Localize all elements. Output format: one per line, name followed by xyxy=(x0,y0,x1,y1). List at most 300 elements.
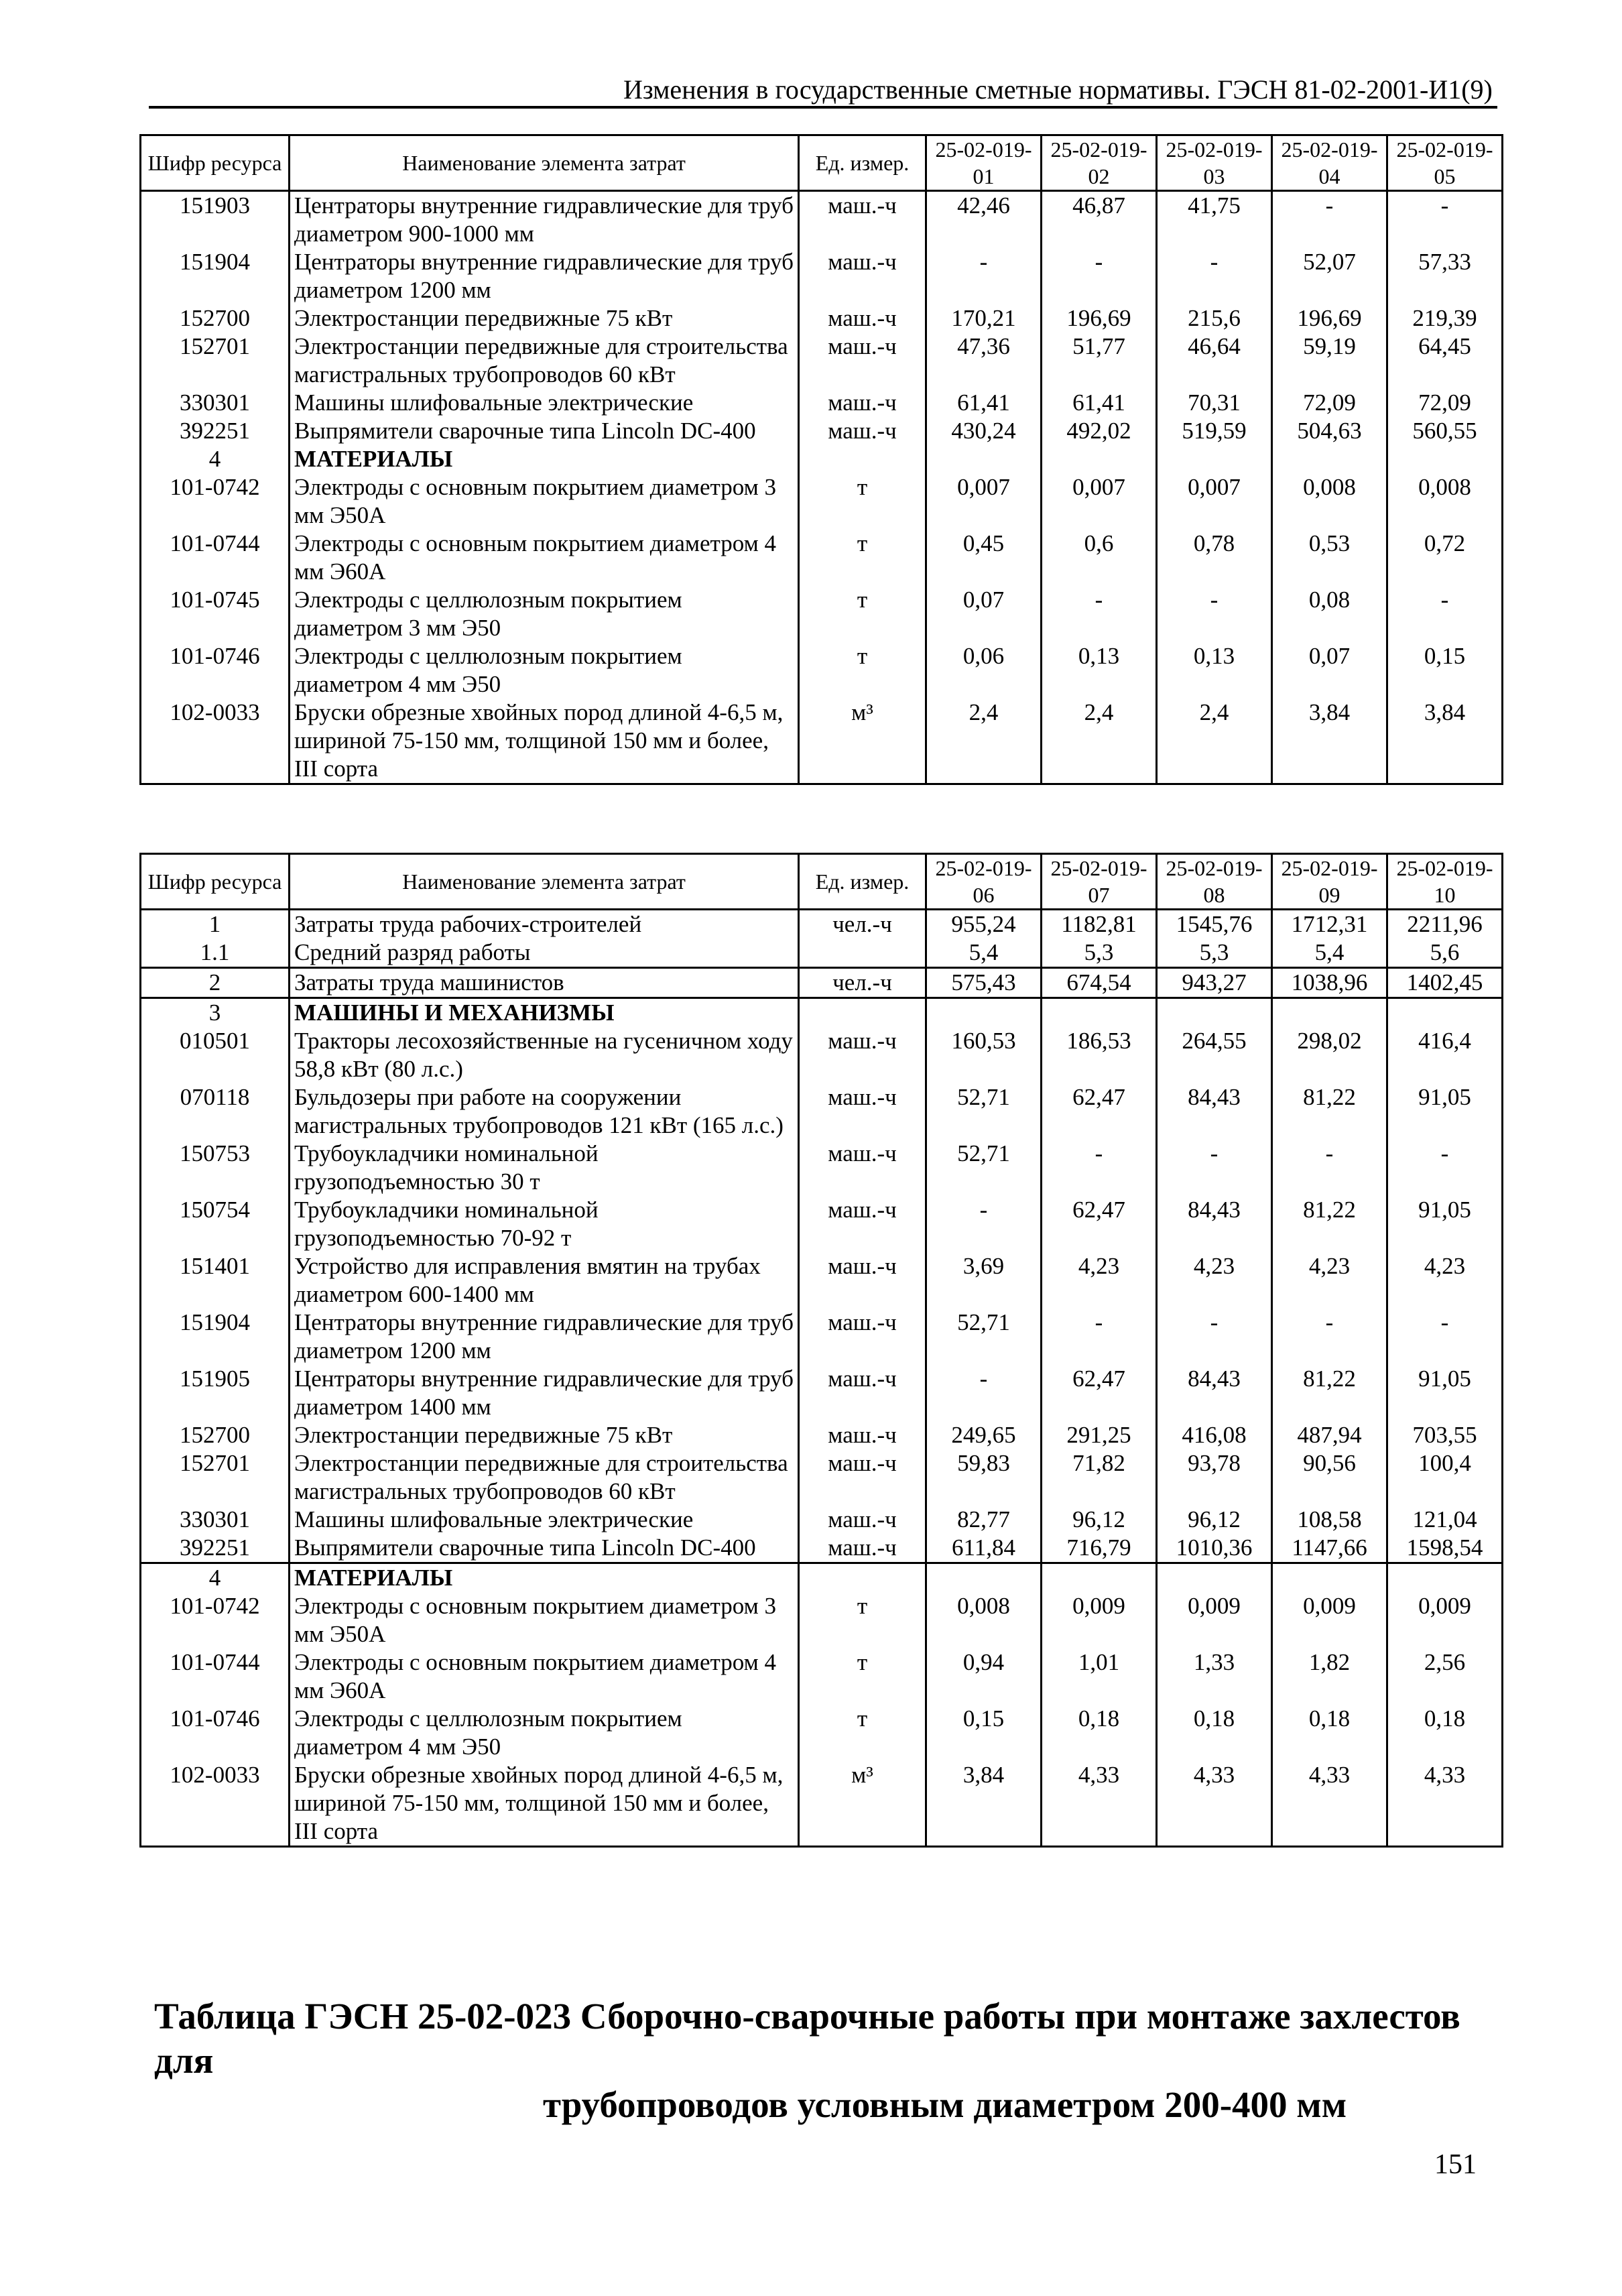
norm-value-cell: 81,22 xyxy=(1272,1083,1387,1140)
norm-value-cell: 72,09 xyxy=(1272,389,1387,417)
norm-value-cell: 1010,36 xyxy=(1157,1534,1272,1563)
norm-value-cell: 416,4 xyxy=(1387,1027,1503,1083)
table-row xyxy=(141,968,1503,998)
cost-element-name-cell: Центраторы внутренние гидравлические для труб диаметром 1200 мм xyxy=(290,248,799,304)
norm-value-cell: 703,55 xyxy=(1387,1421,1503,1449)
table-row xyxy=(141,1761,1503,1847)
column-header-code: Шифр ресурса xyxy=(141,854,290,910)
table-row xyxy=(141,1196,1503,1252)
norm-value-cell: 81,22 xyxy=(1272,1196,1387,1252)
norm-value-cell: 0,13 xyxy=(1042,642,1157,699)
norm-value-cell xyxy=(926,445,1042,473)
norm-value-cell: 1712,31 xyxy=(1272,910,1387,939)
resource-code-cell: 150753 xyxy=(141,1140,290,1196)
norm-value-cell: 0,18 xyxy=(1272,1705,1387,1761)
table-body xyxy=(141,191,1503,784)
resource-code-cell: 101-0744 xyxy=(141,530,290,586)
norm-value-cell: 46,64 xyxy=(1157,333,1272,389)
norm-value-cell: 0,07 xyxy=(926,586,1042,642)
norm-value-cell: 264,55 xyxy=(1157,1027,1272,1083)
unit-cell: т xyxy=(799,1705,926,1761)
unit-cell: т xyxy=(799,473,926,530)
norm-value-cell: 84,43 xyxy=(1157,1365,1272,1421)
cost-element-name-cell: Устройство для исправления вмятин на трубах диаметром 600-1400 мм xyxy=(290,1252,799,1309)
section-row xyxy=(141,998,1503,1028)
unit-cell: маш.-ч xyxy=(799,1196,926,1252)
norm-value-cell: 108,58 xyxy=(1272,1506,1387,1534)
norm-value-cell: 47,36 xyxy=(926,333,1042,389)
norm-value-cell: 1402,45 xyxy=(1387,968,1503,998)
unit-cell: т xyxy=(799,1592,926,1648)
norm-value-cell: 91,05 xyxy=(1387,1083,1503,1140)
unit-cell: маш.-ч xyxy=(799,1252,926,1309)
norm-value-cell: 2,4 xyxy=(926,699,1042,784)
column-header-unit: Ед. измер. xyxy=(799,854,926,910)
norm-value-cell: 716,79 xyxy=(1042,1534,1157,1563)
cost-element-name-cell: Затраты труда рабочих-строителей xyxy=(290,910,799,939)
norm-value-cell: 84,43 xyxy=(1157,1083,1272,1140)
table-title-line-1: Таблица ГЭСН 25-02-023 Сборочно-сварочные работы при монтаже захлестов для xyxy=(154,1996,1460,2081)
norm-value-cell xyxy=(1042,998,1157,1028)
resource-code-cell: 1.1 xyxy=(141,939,290,968)
unit-cell: маш.-ч xyxy=(799,1309,926,1365)
norm-value-cell xyxy=(1387,1563,1503,1593)
norm-value-cell xyxy=(1157,445,1272,473)
norm-value-cell: 0,72 xyxy=(1387,530,1503,586)
resource-code-cell: 392251 xyxy=(141,417,290,445)
norm-value-cell: 0,18 xyxy=(1042,1705,1157,1761)
page-number: 151 xyxy=(1434,2149,1477,2180)
table-row xyxy=(141,1534,1503,1563)
unit-cell: маш.-ч xyxy=(799,1421,926,1449)
resource-code-cell: 101-0744 xyxy=(141,1648,290,1705)
resource-code-cell: 392251 xyxy=(141,1534,290,1563)
cost-element-name-cell: Центраторы внутренние гидравлические для труб диаметром 1400 мм xyxy=(290,1365,799,1421)
cost-element-name-cell: Тракторы лесохозяйственные на гусеничном ходу 58,8 кВт (80 л.с.) xyxy=(290,1027,799,1083)
norm-value-cell: 61,41 xyxy=(926,389,1042,417)
table-row xyxy=(141,417,1503,445)
cost-element-name-cell: Трубоукладчики номинальной грузоподъемностью 70-92 т xyxy=(290,1196,799,1252)
norm-value-cell xyxy=(1272,998,1387,1028)
resource-code-cell: 010501 xyxy=(141,1027,290,1083)
norm-value-cell: - xyxy=(1042,1309,1157,1365)
table-row xyxy=(141,333,1503,389)
norm-value-cell: 84,43 xyxy=(1157,1196,1272,1252)
section-heading: МАШИНЫ И МЕХАНИЗМЫ xyxy=(290,998,799,1028)
norm-value-cell: 0,06 xyxy=(926,642,1042,699)
unit-cell: м³ xyxy=(799,699,926,784)
resource-code-cell: 2 xyxy=(141,968,290,998)
norm-value-cell: 160,53 xyxy=(926,1027,1042,1083)
unit-cell: маш.-ч xyxy=(799,1140,926,1196)
norm-value-cell: 4,33 xyxy=(1157,1761,1272,1847)
cost-element-name-cell: Электростанции передвижные для строительства магистральных трубопроводов 60 кВт xyxy=(290,1449,799,1506)
norm-value-cell: 46,87 xyxy=(1042,191,1157,249)
norm-value-cell: 41,75 xyxy=(1157,191,1272,249)
unit-cell: т xyxy=(799,586,926,642)
unit-cell: маш.-ч xyxy=(799,1534,926,1563)
resource-code-cell: 152701 xyxy=(141,1449,290,1506)
resource-code-cell: 3 xyxy=(141,998,290,1028)
norm-value-cell: 186,53 xyxy=(1042,1027,1157,1083)
norms-table-1 xyxy=(139,134,1503,785)
norm-value-cell: 560,55 xyxy=(1387,417,1503,445)
unit-cell: маш.-ч xyxy=(799,191,926,249)
page-header: Изменения в государственные сметные нормативы. ГЭСН 81-02-2001-И1(9) xyxy=(623,74,1493,105)
norms-table-2 xyxy=(139,853,1503,1848)
table-row xyxy=(141,699,1503,784)
section-heading: МАТЕРИАЛЫ xyxy=(290,1563,799,1593)
resource-code-cell: 152701 xyxy=(141,333,290,389)
norm-value-cell: 42,46 xyxy=(926,191,1042,249)
table-row xyxy=(141,1027,1503,1083)
norm-value-cell: 0,009 xyxy=(1387,1592,1503,1648)
norm-value-cell: 91,05 xyxy=(1387,1196,1503,1252)
norm-value-cell xyxy=(1272,1563,1387,1593)
table-row xyxy=(141,1705,1503,1761)
resource-code-cell: 150754 xyxy=(141,1196,290,1252)
resource-code-cell: 151903 xyxy=(141,191,290,249)
resource-code-cell: 102-0033 xyxy=(141,1761,290,1847)
norm-value-cell: 0,009 xyxy=(1042,1592,1157,1648)
norm-value-cell: 1147,66 xyxy=(1272,1534,1387,1563)
column-header-norm: 25-02-019-08 xyxy=(1157,854,1272,910)
norm-value-cell: 0,08 xyxy=(1272,586,1387,642)
norm-value-cell: 611,84 xyxy=(926,1534,1042,1563)
table-row xyxy=(141,1506,1503,1534)
norm-value-cell: 492,02 xyxy=(1042,417,1157,445)
resource-code-cell: 101-0742 xyxy=(141,473,290,530)
norm-value-cell: 0,15 xyxy=(1387,642,1503,699)
column-header-norm: 25-02-019-04 xyxy=(1272,135,1387,191)
section-heading: МАТЕРИАЛЫ xyxy=(290,445,799,473)
norm-value-cell: 3,69 xyxy=(926,1252,1042,1309)
unit-cell: маш.-ч xyxy=(799,304,926,333)
norm-value-cell: - xyxy=(926,248,1042,304)
norm-value-cell: - xyxy=(1387,1140,1503,1196)
table-row xyxy=(141,1252,1503,1309)
norm-value-cell: 5,3 xyxy=(1042,939,1157,968)
resource-code-cell: 102-0033 xyxy=(141,699,290,784)
table-row xyxy=(141,1648,1503,1705)
table-row xyxy=(141,304,1503,333)
norm-value-cell: 4,23 xyxy=(1157,1252,1272,1309)
norm-value-cell: 3,84 xyxy=(926,1761,1042,1847)
norm-value-cell: - xyxy=(926,1365,1042,1421)
resource-code-cell: 151401 xyxy=(141,1252,290,1309)
norm-value-cell: 96,12 xyxy=(1157,1506,1272,1534)
unit-cell: маш.-ч xyxy=(799,1083,926,1140)
column-header-norm: 25-02-019-05 xyxy=(1387,135,1503,191)
cost-element-name-cell: Электроды с основным покрытием диаметром 4 мм Э60А xyxy=(290,1648,799,1705)
norm-value-cell: - xyxy=(1272,1140,1387,1196)
table-row xyxy=(141,1140,1503,1196)
table-row xyxy=(141,1083,1503,1140)
table-row xyxy=(141,389,1503,417)
norm-value-cell: 62,47 xyxy=(1042,1083,1157,1140)
unit-cell: маш.-ч xyxy=(799,1365,926,1421)
norm-value-cell: 0,007 xyxy=(1157,473,1272,530)
section-row xyxy=(141,445,1503,473)
norm-value-cell: 519,59 xyxy=(1157,417,1272,445)
norm-value-cell: 4,23 xyxy=(1387,1252,1503,1309)
cost-element-name-cell: Машины шлифовальные электрические xyxy=(290,1506,799,1534)
norm-value-cell: 0,13 xyxy=(1157,642,1272,699)
norm-value-cell: 430,24 xyxy=(926,417,1042,445)
norm-value-cell: 52,07 xyxy=(1272,248,1387,304)
unit-cell: маш.-ч xyxy=(799,248,926,304)
norm-value-cell: 943,27 xyxy=(1157,968,1272,998)
cost-element-name-cell: Бруски обрезные хвойных пород длиной 4-6,5 м, шириной 75-150 мм, толщиной 150 мм и более, III сорта xyxy=(290,1761,799,1847)
cost-element-name-cell: Затраты труда машинистов xyxy=(290,968,799,998)
unit-cell: маш.-ч xyxy=(799,417,926,445)
norm-value-cell xyxy=(1157,1563,1272,1593)
column-header-norm: 25-02-019-01 xyxy=(926,135,1042,191)
table-title xyxy=(154,1994,1468,2127)
norm-value-cell: 1,82 xyxy=(1272,1648,1387,1705)
cost-element-name-cell: Электроды с основным покрытием диаметром 3 мм Э50А xyxy=(290,473,799,530)
resource-code-cell: 070118 xyxy=(141,1083,290,1140)
norm-value-cell: 219,39 xyxy=(1387,304,1503,333)
table-row xyxy=(141,248,1503,304)
column-header-norm: 25-02-019-10 xyxy=(1387,854,1503,910)
unit-cell: маш.-ч xyxy=(799,389,926,417)
norm-value-cell: 100,4 xyxy=(1387,1449,1503,1506)
unit-cell: маш.-ч xyxy=(799,1449,926,1506)
norm-value-cell: - xyxy=(1387,1309,1503,1365)
norm-value-cell: - xyxy=(1042,248,1157,304)
unit-cell: т xyxy=(799,642,926,699)
table-row xyxy=(141,1421,1503,1449)
table-row xyxy=(141,1365,1503,1421)
unit-cell: маш.-ч xyxy=(799,333,926,389)
norm-value-cell: 0,78 xyxy=(1157,530,1272,586)
resource-code-cell: 101-0742 xyxy=(141,1592,290,1648)
header-rule xyxy=(149,106,1497,109)
table-row xyxy=(141,642,1503,699)
norm-value-cell xyxy=(926,1563,1042,1593)
norm-value-cell: 3,84 xyxy=(1387,699,1503,784)
cost-element-name-cell: Электроды с целлюлозным покрытием диаметром 4 мм Э50 xyxy=(290,1705,799,1761)
norm-value-cell: 0,18 xyxy=(1157,1705,1272,1761)
resource-code-cell: 152700 xyxy=(141,304,290,333)
norm-value-cell: 61,41 xyxy=(1042,389,1157,417)
norm-value-cell: 5,4 xyxy=(1272,939,1387,968)
cost-element-name-cell: Машины шлифовальные электрические xyxy=(290,389,799,417)
column-header-norm: 25-02-019-09 xyxy=(1272,854,1387,910)
norm-value-cell: 0,53 xyxy=(1272,530,1387,586)
cost-element-name-cell: Электроды с целлюлозным покрытием диаметром 4 мм Э50 xyxy=(290,642,799,699)
resource-code-cell: 4 xyxy=(141,445,290,473)
cost-element-name-cell: Электростанции передвижные 75 кВт xyxy=(290,304,799,333)
norm-value-cell: 0,007 xyxy=(1042,473,1157,530)
norm-value-cell: 59,83 xyxy=(926,1449,1042,1506)
norm-value-cell: - xyxy=(1157,248,1272,304)
resource-code-cell: 151904 xyxy=(141,1309,290,1365)
table-row xyxy=(141,586,1503,642)
column-header-name: Наименование элемента затрат xyxy=(290,135,799,191)
norm-value-cell: 504,63 xyxy=(1272,417,1387,445)
unit-cell: т xyxy=(799,1648,926,1705)
norm-value-cell: 4,23 xyxy=(1272,1252,1387,1309)
norm-value-cell: 0,45 xyxy=(926,530,1042,586)
cost-element-name-cell: Центраторы внутренние гидравлические для труб диаметром 900-1000 мм xyxy=(290,191,799,249)
norm-value-cell: 416,08 xyxy=(1157,1421,1272,1449)
cost-element-name-cell: Выпрямители сварочные типа Lincoln DC-400 xyxy=(290,1534,799,1563)
norm-value-cell: 5,4 xyxy=(926,939,1042,968)
norm-value-cell: 0,007 xyxy=(926,473,1042,530)
norm-value-cell: 0,18 xyxy=(1387,1705,1503,1761)
resource-code-cell: 101-0746 xyxy=(141,1705,290,1761)
norm-value-cell: 4,33 xyxy=(1272,1761,1387,1847)
table-row xyxy=(141,530,1503,586)
norm-value-cell: 196,69 xyxy=(1272,304,1387,333)
cost-element-name-cell: Центраторы внутренние гидравлические для труб диаметром 1200 мм xyxy=(290,1309,799,1365)
norm-value-cell: - xyxy=(926,1196,1042,1252)
norm-value-cell: 52,71 xyxy=(926,1309,1042,1365)
norm-value-cell: 291,25 xyxy=(1042,1421,1157,1449)
cost-element-name-cell: Электростанции передвижные для строительства магистральных трубопроводов 60 кВт xyxy=(290,333,799,389)
norm-value-cell: 70,31 xyxy=(1157,389,1272,417)
norm-value-cell: 0,008 xyxy=(1272,473,1387,530)
norm-value-cell: 90,56 xyxy=(1272,1449,1387,1506)
norm-value-cell: 52,71 xyxy=(926,1140,1042,1196)
norm-value-cell: - xyxy=(1272,191,1387,249)
norm-value-cell: 2,4 xyxy=(1042,699,1157,784)
norm-value-cell xyxy=(1387,445,1503,473)
norm-value-cell: 1545,76 xyxy=(1157,910,1272,939)
norm-value-cell: 1182,81 xyxy=(1042,910,1157,939)
norm-value-cell: - xyxy=(1157,586,1272,642)
table-row xyxy=(141,473,1503,530)
norm-value-cell: 0,009 xyxy=(1157,1592,1272,1648)
cost-element-name-cell: Бульдозеры при работе на сооружении магистральных трубопроводов 121 кВт (165 л.с.) xyxy=(290,1083,799,1140)
norm-value-cell xyxy=(926,998,1042,1028)
table-body xyxy=(141,910,1503,1847)
norm-value-cell: 2211,96 xyxy=(1387,910,1503,939)
unit-cell: маш.-ч xyxy=(799,1506,926,1534)
resource-code-cell: 152700 xyxy=(141,1421,290,1449)
cost-element-name-cell: Средний разряд работы xyxy=(290,939,799,968)
norm-value-cell: 81,22 xyxy=(1272,1365,1387,1421)
norm-value-cell: - xyxy=(1272,1309,1387,1365)
norm-value-cell: 82,77 xyxy=(926,1506,1042,1534)
column-header-norm: 25-02-019-06 xyxy=(926,854,1042,910)
unit-cell xyxy=(799,445,926,473)
norm-value-cell: 1,33 xyxy=(1157,1648,1272,1705)
cost-element-name-cell: Выпрямители сварочные типа Lincoln DC-400 xyxy=(290,417,799,445)
unit-cell xyxy=(799,998,926,1028)
norm-value-cell: 121,04 xyxy=(1387,1506,1503,1534)
norm-value-cell: 298,02 xyxy=(1272,1027,1387,1083)
cost-element-name-cell: Электроды с целлюлозным покрытием диаметром 3 мм Э50 xyxy=(290,586,799,642)
norm-value-cell: 96,12 xyxy=(1042,1506,1157,1534)
resource-code-cell: 151905 xyxy=(141,1365,290,1421)
norm-value-cell: 91,05 xyxy=(1387,1365,1503,1421)
table-row xyxy=(141,191,1503,249)
unit-cell: м³ xyxy=(799,1761,926,1847)
table-header-row xyxy=(141,854,1503,910)
column-header-norm: 25-02-019-07 xyxy=(1042,854,1157,910)
norm-value-cell: 0,009 xyxy=(1272,1592,1387,1648)
norm-value-cell: 3,84 xyxy=(1272,699,1387,784)
norm-value-cell xyxy=(1157,998,1272,1028)
column-header-unit: Ед. измер. xyxy=(799,135,926,191)
table-row xyxy=(141,1309,1503,1365)
column-header-code: Шифр ресурса xyxy=(141,135,290,191)
table-title-line-2: трубопроводов условным диаметром 200-400 мм xyxy=(543,2084,1347,2125)
norm-value-cell: 1598,54 xyxy=(1387,1534,1503,1563)
resource-code-cell: 1 xyxy=(141,910,290,939)
column-header-norm: 25-02-019-02 xyxy=(1042,135,1157,191)
norm-value-cell: 487,94 xyxy=(1272,1421,1387,1449)
cost-element-name-cell: Бруски обрезные хвойных пород длиной 4-6,5 м, шириной 75-150 мм, толщиной 150 мм и более, III сорта xyxy=(290,699,799,784)
norm-value-cell: 674,54 xyxy=(1042,968,1157,998)
table-row xyxy=(141,910,1503,939)
norm-value-cell: 62,47 xyxy=(1042,1365,1157,1421)
norm-value-cell: 0,008 xyxy=(1387,473,1503,530)
resource-code-cell: 101-0746 xyxy=(141,642,290,699)
unit-cell xyxy=(799,1563,926,1593)
norm-value-cell: 1038,96 xyxy=(1272,968,1387,998)
norm-value-cell xyxy=(1387,998,1503,1028)
norm-value-cell: 71,82 xyxy=(1042,1449,1157,1506)
norm-value-cell: 215,6 xyxy=(1157,304,1272,333)
unit-cell: чел.-ч xyxy=(799,910,926,939)
norm-value-cell: - xyxy=(1387,191,1503,249)
table-header-row xyxy=(141,135,1503,191)
norm-value-cell xyxy=(1042,1563,1157,1593)
norm-value-cell: 0,6 xyxy=(1042,530,1157,586)
unit-cell xyxy=(799,939,926,968)
norm-value-cell: 93,78 xyxy=(1157,1449,1272,1506)
norm-value-cell: 0,008 xyxy=(926,1592,1042,1648)
norm-value-cell: 52,71 xyxy=(926,1083,1042,1140)
norm-value-cell: 0,94 xyxy=(926,1648,1042,1705)
norm-value-cell: 0,15 xyxy=(926,1705,1042,1761)
norm-value-cell: - xyxy=(1042,586,1157,642)
column-header-norm: 25-02-019-03 xyxy=(1157,135,1272,191)
norm-value-cell: 72,09 xyxy=(1387,389,1503,417)
norm-value-cell: 196,69 xyxy=(1042,304,1157,333)
column-header-name: Наименование элемента затрат xyxy=(290,854,799,910)
norm-value-cell xyxy=(1272,445,1387,473)
norm-value-cell xyxy=(1042,445,1157,473)
resource-code-cell: 330301 xyxy=(141,1506,290,1534)
norm-value-cell: 51,77 xyxy=(1042,333,1157,389)
unit-cell: маш.-ч xyxy=(799,1027,926,1083)
norm-value-cell: - xyxy=(1157,1309,1272,1365)
resource-code-cell: 4 xyxy=(141,1563,290,1593)
norm-value-cell: 955,24 xyxy=(926,910,1042,939)
norm-value-cell: 1,01 xyxy=(1042,1648,1157,1705)
norm-value-cell: - xyxy=(1157,1140,1272,1196)
norm-value-cell: 4,33 xyxy=(1042,1761,1157,1847)
norm-value-cell: 57,33 xyxy=(1387,248,1503,304)
cost-element-name-cell: Электроды с основным покрытием диаметром 3 мм Э50А xyxy=(290,1592,799,1648)
norm-value-cell: 575,43 xyxy=(926,968,1042,998)
norm-value-cell: 62,47 xyxy=(1042,1196,1157,1252)
cost-element-name-cell: Электростанции передвижные 75 кВт xyxy=(290,1421,799,1449)
norm-value-cell: - xyxy=(1042,1140,1157,1196)
section-row xyxy=(141,1563,1503,1593)
norm-value-cell: 0,07 xyxy=(1272,642,1387,699)
norm-value-cell: 4,23 xyxy=(1042,1252,1157,1309)
cost-element-name-cell: Электроды с основным покрытием диаметром 4 мм Э60А xyxy=(290,530,799,586)
unit-cell: чел.-ч xyxy=(799,968,926,998)
norm-value-cell: 2,4 xyxy=(1157,699,1272,784)
resource-code-cell: 101-0745 xyxy=(141,586,290,642)
